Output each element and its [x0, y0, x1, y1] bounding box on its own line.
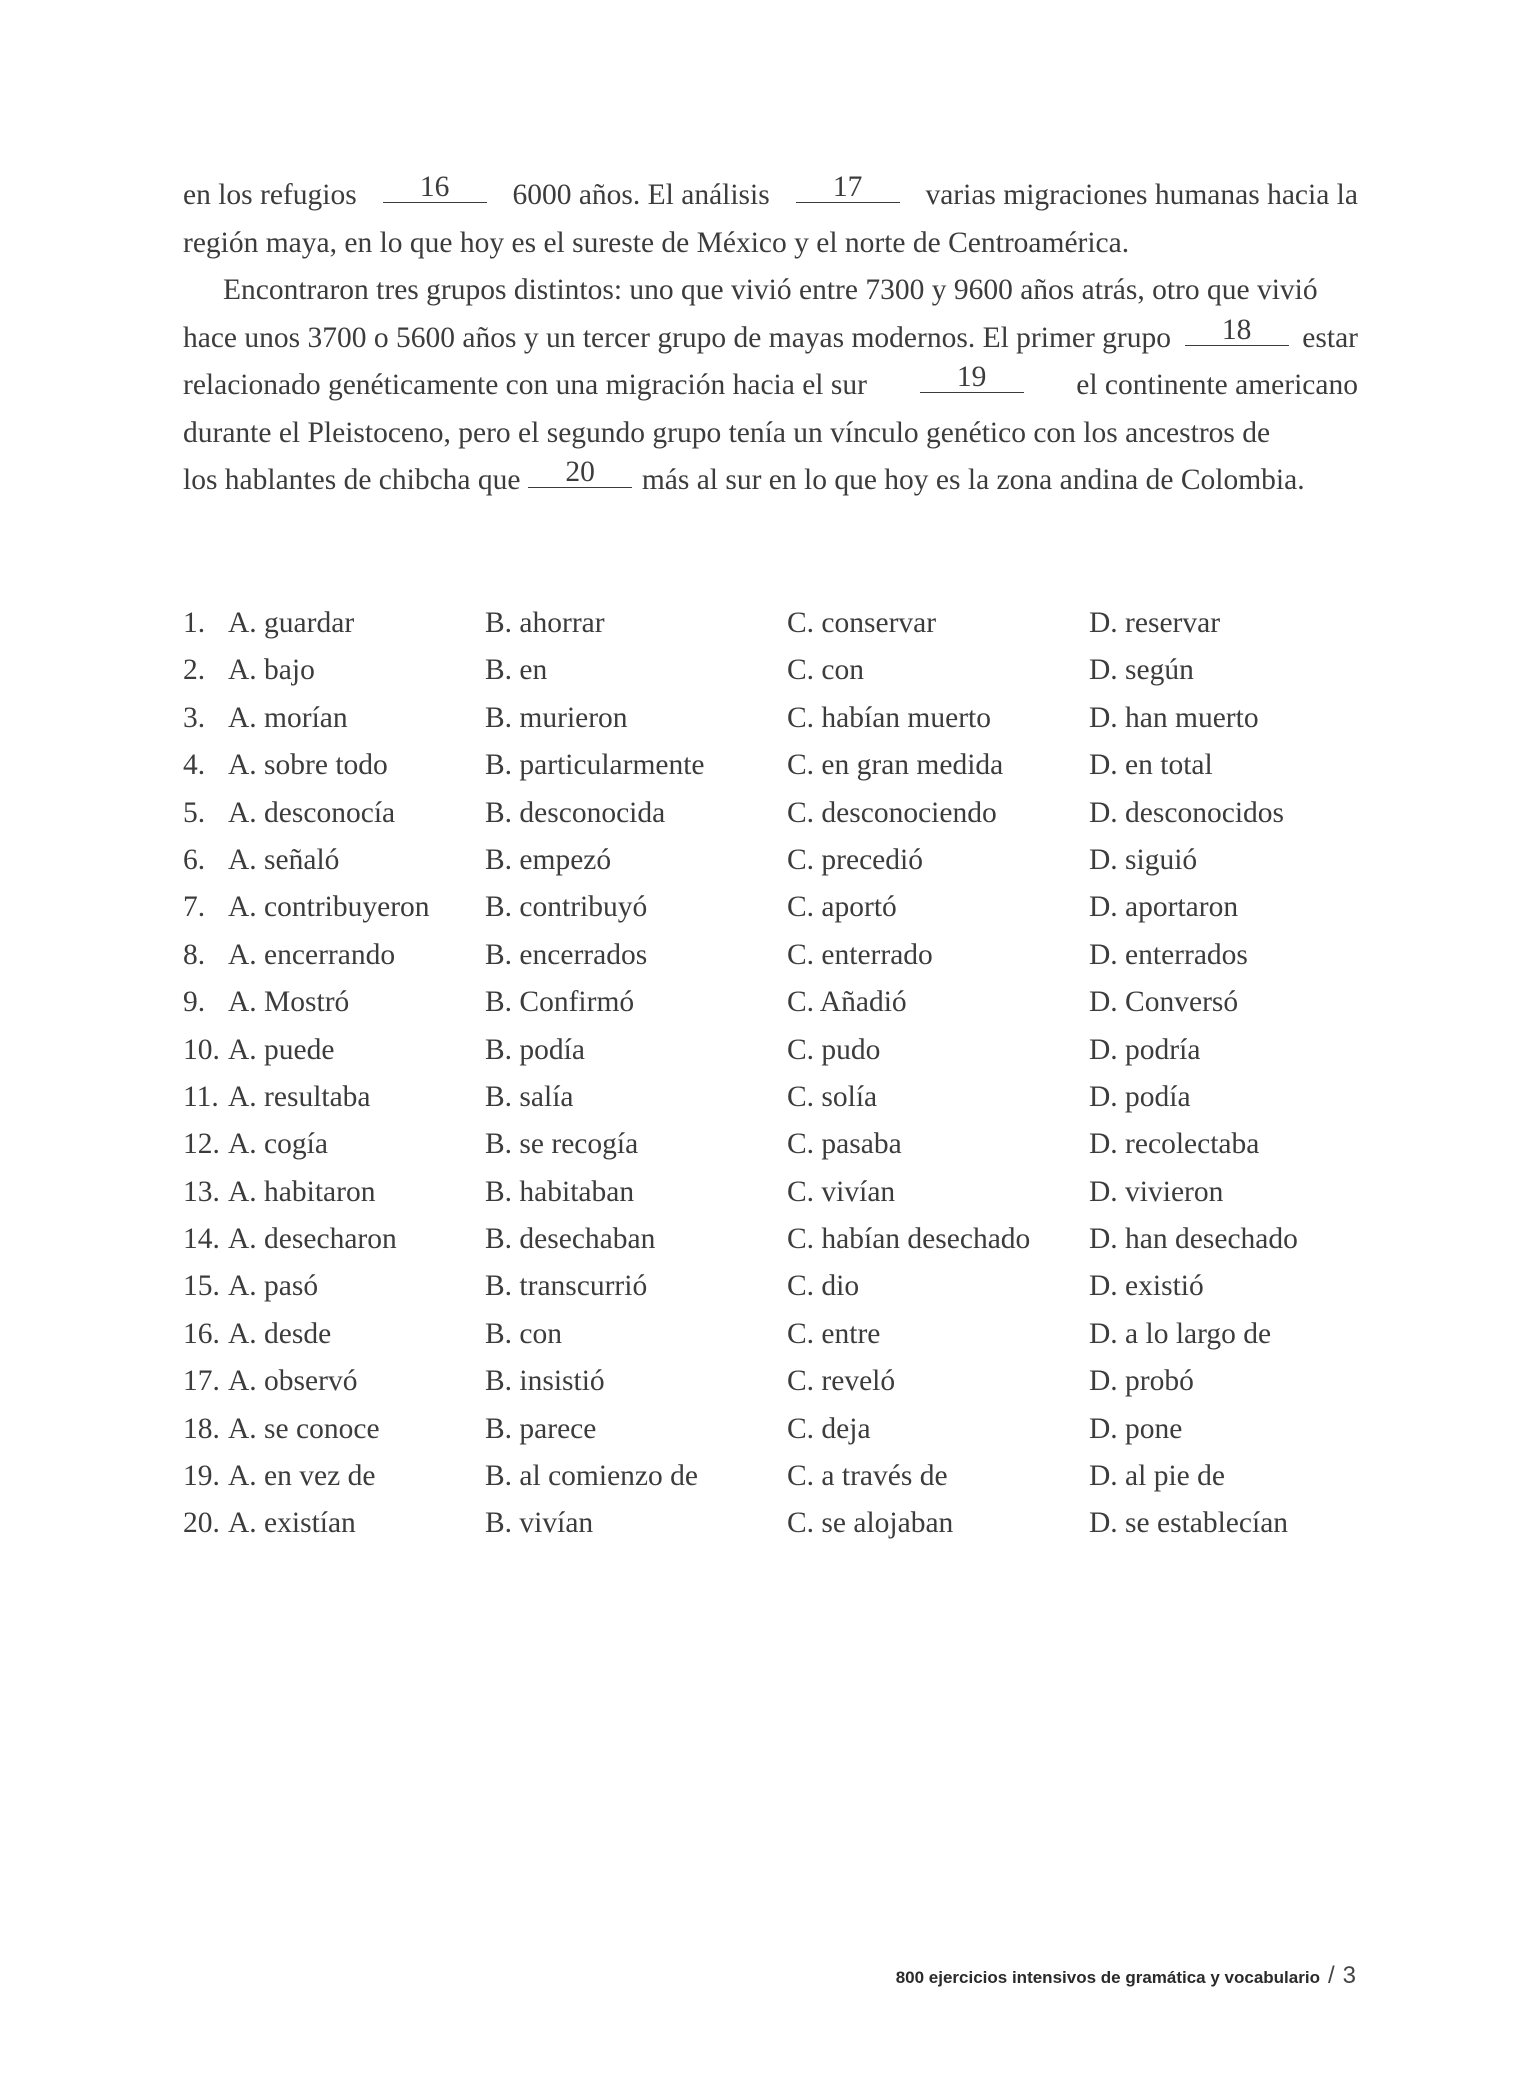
question-number: 20. [183, 1507, 220, 1540]
option-b: B. contribuyó [485, 891, 648, 924]
option-c: C. entre [787, 1317, 881, 1350]
passage-text: los hablantes de chibcha que [183, 464, 521, 496]
question-row [183, 600, 1358, 647]
question-row [183, 790, 1358, 837]
question-number: 19. [183, 1460, 220, 1493]
passage-line [183, 267, 1358, 315]
question-number: 15. [183, 1270, 220, 1303]
option-c: C. aportó [787, 891, 897, 924]
option-b: B. podía [485, 1033, 585, 1066]
question-row [183, 1121, 1358, 1168]
option-b: B. habitaban [485, 1175, 635, 1208]
option-d: D. han muerto [1089, 701, 1259, 734]
option-a: A. pasó [228, 1270, 319, 1303]
option-c: C. dio [787, 1270, 860, 1303]
option-a: A. contribuyeron [228, 891, 430, 924]
option-b: B. ahorrar [485, 607, 605, 639]
option-b: B. parece [485, 1412, 597, 1445]
question-number: 8. [183, 938, 206, 971]
question-row [183, 1406, 1358, 1453]
option-a: A. habitaron [228, 1175, 376, 1208]
option-a: A. observó [228, 1365, 358, 1398]
passage-text: más al sur en lo que hoy es la zona andina de Colombia. [641, 464, 1305, 496]
question-number: 13. [183, 1175, 220, 1208]
option-d: D. podría [1089, 1033, 1201, 1066]
question-row [183, 932, 1358, 979]
option-a: A. resultaba [228, 1080, 371, 1113]
option-a: A. en vez de [228, 1460, 376, 1493]
passage-line [183, 220, 1358, 268]
option-d: D. desconocidos [1089, 796, 1284, 829]
option-c: C. a través de [787, 1460, 948, 1493]
option-a: A. desconocía [228, 796, 396, 829]
question-number: 3. [183, 701, 206, 734]
option-c: C. precedió [787, 843, 923, 876]
passage-line [183, 315, 1358, 363]
option-b: B. desconocida [485, 796, 666, 829]
option-a: A. desecharon [228, 1223, 397, 1256]
question-number: 14. [183, 1223, 220, 1256]
passage-line [183, 410, 1358, 458]
question-row [183, 837, 1358, 884]
option-c: C. solía [787, 1080, 878, 1113]
option-a: A. morían [228, 701, 348, 734]
option-d: D. aportaron [1089, 891, 1239, 924]
gap-17: 17 [796, 172, 900, 203]
option-d: D. existió [1089, 1270, 1204, 1303]
option-c: C. con [787, 654, 865, 687]
option-d: D. reservar [1089, 607, 1221, 639]
option-b: B. murieron [485, 701, 628, 734]
option-a: A. existían [228, 1507, 356, 1540]
option-d: D. enterrados [1089, 938, 1248, 971]
question-row [183, 1027, 1358, 1074]
option-a: A. cogía [228, 1128, 328, 1161]
option-b: B. encerrados [485, 938, 648, 971]
option-c: C. vivían [787, 1175, 896, 1208]
option-a: A. encerrando [228, 938, 396, 971]
question-row [183, 1453, 1358, 1500]
option-c: C. pasaba [787, 1128, 902, 1161]
option-b: B. en [485, 654, 548, 687]
question-number: 17. [183, 1365, 220, 1398]
reading-passage [183, 172, 1358, 505]
option-a: A. Mostró [228, 986, 350, 1019]
option-c: C. enterrado [787, 938, 933, 971]
option-a: A. desde [228, 1317, 332, 1350]
passage-text: varias migraciones humanas hacia la [925, 179, 1358, 211]
gap-20: 20 [528, 457, 632, 488]
option-d: D. vivieron [1089, 1175, 1224, 1208]
question-number: 12. [183, 1128, 220, 1161]
option-b: B. desechaban [485, 1223, 656, 1256]
footer-separator: / [1327, 1962, 1335, 1989]
question-row [183, 647, 1358, 694]
question-row [183, 979, 1358, 1026]
passage-line [183, 362, 1358, 410]
question-row [183, 884, 1358, 931]
option-b: B. vivían [485, 1507, 594, 1540]
option-c: C. Añadió [787, 986, 907, 1019]
option-c: C. habían muerto [787, 701, 991, 734]
gap-19: 19 [920, 362, 1024, 393]
option-a: A. se conoce [228, 1412, 380, 1445]
question-number: 4. [183, 749, 206, 782]
passage-line [183, 172, 1358, 220]
passage-text: el continente americano [1076, 369, 1358, 401]
option-b: B. transcurrió [485, 1270, 648, 1303]
passage-text: estar [1302, 321, 1358, 354]
page-number: 3 [1342, 1962, 1356, 1989]
option-d: D. Conversó [1089, 986, 1239, 1019]
option-d: D. a lo largo de [1089, 1317, 1272, 1350]
option-d: D. en total [1089, 749, 1213, 782]
option-b: B. Confirmó [485, 986, 635, 1019]
option-d: D. siguió [1089, 843, 1198, 876]
option-a: A. señaló [228, 843, 340, 876]
option-b: B. se recogía [485, 1128, 639, 1161]
option-c: C. pudo [787, 1033, 881, 1066]
question-row [183, 1311, 1358, 1358]
question-row [183, 1074, 1358, 1121]
question-number: 2. [183, 654, 206, 687]
option-c: C. conservar [787, 607, 937, 639]
option-b: B. salía [485, 1080, 574, 1113]
option-c: C. deja [787, 1412, 871, 1445]
passage-text: 6000 años. El análisis [512, 179, 770, 211]
question-row [183, 1216, 1358, 1263]
question-row [183, 1263, 1358, 1310]
passage-text: en los refugios [183, 179, 357, 211]
question-number: 5. [183, 796, 206, 829]
option-d: D. recolectaba [1089, 1128, 1260, 1161]
option-c: C. reveló [787, 1365, 896, 1398]
option-d: D. pone [1089, 1412, 1183, 1445]
passage-text: Encontraron tres grupos distintos: uno que vivió entre 7300 y 9600 años atrás, otro que vivió [223, 274, 1318, 306]
question-number: 16. [183, 1317, 220, 1350]
option-c: C. en gran medida [787, 749, 1004, 782]
question-row [183, 1169, 1358, 1216]
question-number: 11. [183, 1080, 219, 1113]
option-c: C. desconociendo [787, 796, 997, 829]
question-row [183, 742, 1358, 789]
question-number: 7. [183, 891, 206, 924]
option-d: D. según [1089, 654, 1194, 687]
option-d: D. se establecían [1089, 1507, 1289, 1540]
page-footer [896, 1962, 1356, 1990]
option-b: B. empezó [485, 843, 612, 876]
question-number: 10. [183, 1033, 220, 1066]
book-title: 800 ejercicios intensivos de gramática y vocabulario [895, 1968, 1320, 1987]
option-c: C. habían desechado [787, 1223, 1031, 1256]
passage-text: relacionado genéticamente con una migración hacia el sur [183, 369, 867, 401]
option-a: A. bajo [228, 654, 315, 687]
passage-text: hace unos 3700 o 5600 años y un tercer grupo de mayas modernos. El primer grupo [183, 321, 1172, 354]
gap-18: 18 [1185, 315, 1289, 346]
question-number: 1. [183, 607, 206, 639]
passage-text: región maya, en lo que hoy es el sureste de México y el norte de Centroamérica. [183, 226, 1130, 259]
answer-options-list [183, 600, 1358, 1548]
option-a: A. guardar [228, 607, 355, 639]
question-number: 6. [183, 843, 206, 876]
option-b: B. insistió [485, 1365, 605, 1398]
option-b: B. con [485, 1317, 563, 1350]
question-number: 9. [183, 986, 206, 1019]
option-d: D. han desechado [1089, 1223, 1298, 1256]
question-row [183, 695, 1358, 742]
option-d: D. podía [1089, 1080, 1191, 1113]
question-row [183, 1358, 1358, 1405]
option-a: A. puede [228, 1033, 335, 1066]
option-c: C. se alojaban [787, 1507, 954, 1540]
option-d: D. probó [1089, 1365, 1194, 1398]
passage-line [183, 457, 1358, 505]
question-row [183, 1500, 1358, 1547]
gap-16: 16 [383, 172, 487, 203]
question-number: 18. [183, 1412, 220, 1445]
passage-text: durante el Pleistoceno, pero el segundo grupo tenía un vínculo genético con los ancestros de [183, 416, 1271, 449]
option-b: B. al comienzo de [485, 1460, 698, 1493]
option-b: B. particularmente [485, 749, 705, 782]
option-a: A. sobre todo [228, 749, 388, 782]
option-d: D. al pie de [1089, 1460, 1225, 1493]
